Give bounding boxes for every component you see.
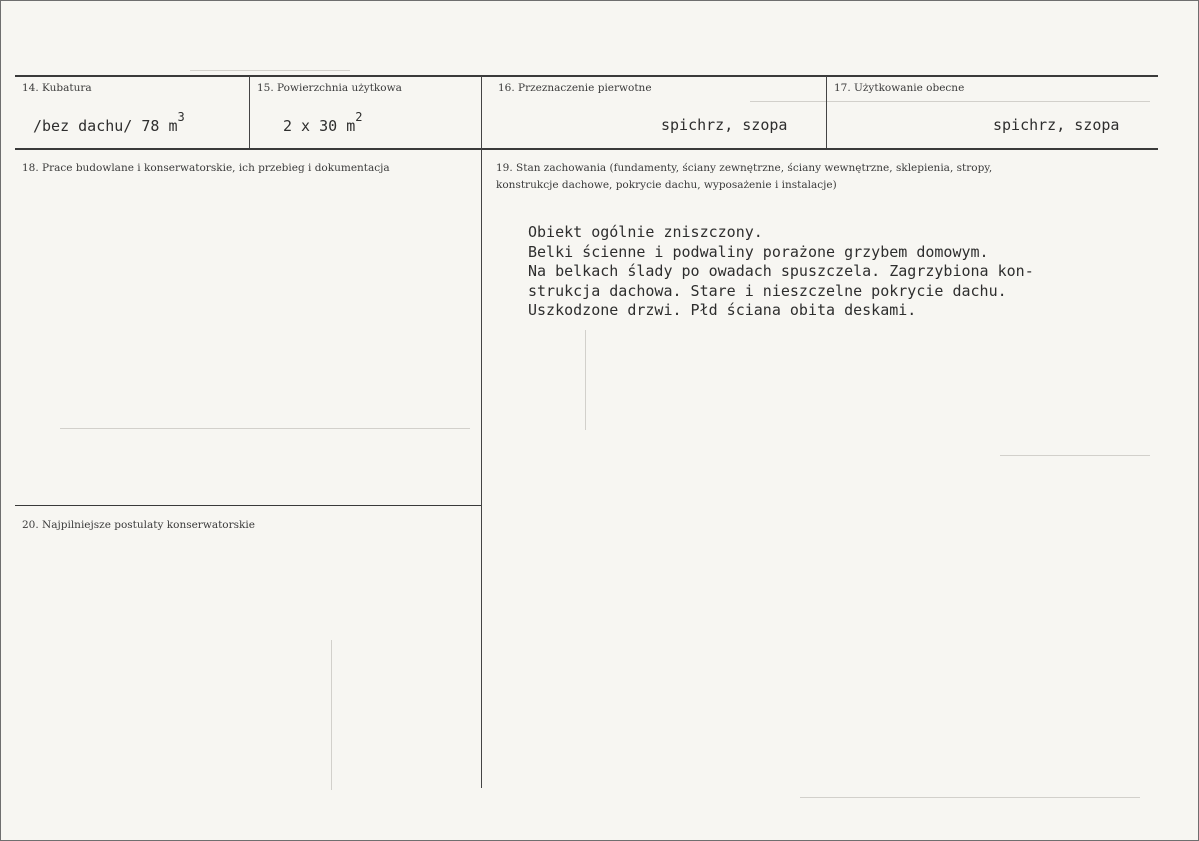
bleed-through-mark	[800, 797, 1140, 798]
field-14-label: 14. Kubatura	[22, 82, 92, 94]
field-19-label	[496, 160, 992, 194]
field-16-label: 16. Przeznaczenie pierwotne	[498, 82, 652, 94]
bleed-through-mark	[190, 70, 350, 71]
bleed-through-mark	[60, 428, 470, 429]
column-divider	[481, 76, 482, 788]
field-20-label: 20. Najpilniejsze postulaty konserwatorskie	[22, 519, 255, 531]
bleed-through-mark	[750, 101, 1150, 102]
row-rule	[15, 148, 1158, 150]
column-divider	[249, 76, 250, 148]
top-rule	[15, 75, 1158, 77]
field-15-label: 15. Powierzchnia użytkowa	[257, 82, 402, 94]
field-14-value: /bez dachu/ 78 $m^3$	[33, 110, 185, 135]
field-17-value: spichrz, szopa	[993, 116, 1120, 134]
field-19-label-line: 19. Stan zachowania (fundamenty, ściany zewnętrzne, ściany wewnętrzne, sklepienia, stropy,	[496, 162, 993, 174]
section-rule	[15, 505, 481, 506]
bleed-through-mark	[331, 640, 332, 790]
field-18-label: 18. Prace budowlane i konserwatorskie, ich przebieg i dokumentacja	[22, 162, 390, 174]
field-19-label-line: konstrukcje dachowe, pokrycie dachu, wyposażenie i instalacje)	[496, 179, 837, 191]
field-17-label: 17. Użytkowanie obecne	[834, 82, 965, 94]
bleed-through-mark	[585, 330, 586, 430]
condition-line: Obiekt ogólnie zniszczony.	[528, 223, 763, 241]
condition-line: Belki ścienne i podwaliny porażone grzybem domowym.	[528, 242, 989, 261]
column-divider	[826, 76, 827, 148]
field-15-value: 2 x 30 $m^2$	[283, 110, 363, 135]
condition-line: strukcja dachowa. Stare i nieszczelne pokrycie dachu.	[528, 281, 1007, 300]
field-19-value	[528, 223, 1034, 321]
condition-line: Na belkach ślady po owadach spuszczela. Zagrzybiona kon-	[528, 262, 1034, 280]
bleed-through-mark	[1000, 455, 1150, 456]
field-16-value: spichrz, szopa	[661, 116, 788, 134]
condition-line: Uszkodzone drzwi. Płd ściana obita deskami.	[528, 301, 917, 319]
